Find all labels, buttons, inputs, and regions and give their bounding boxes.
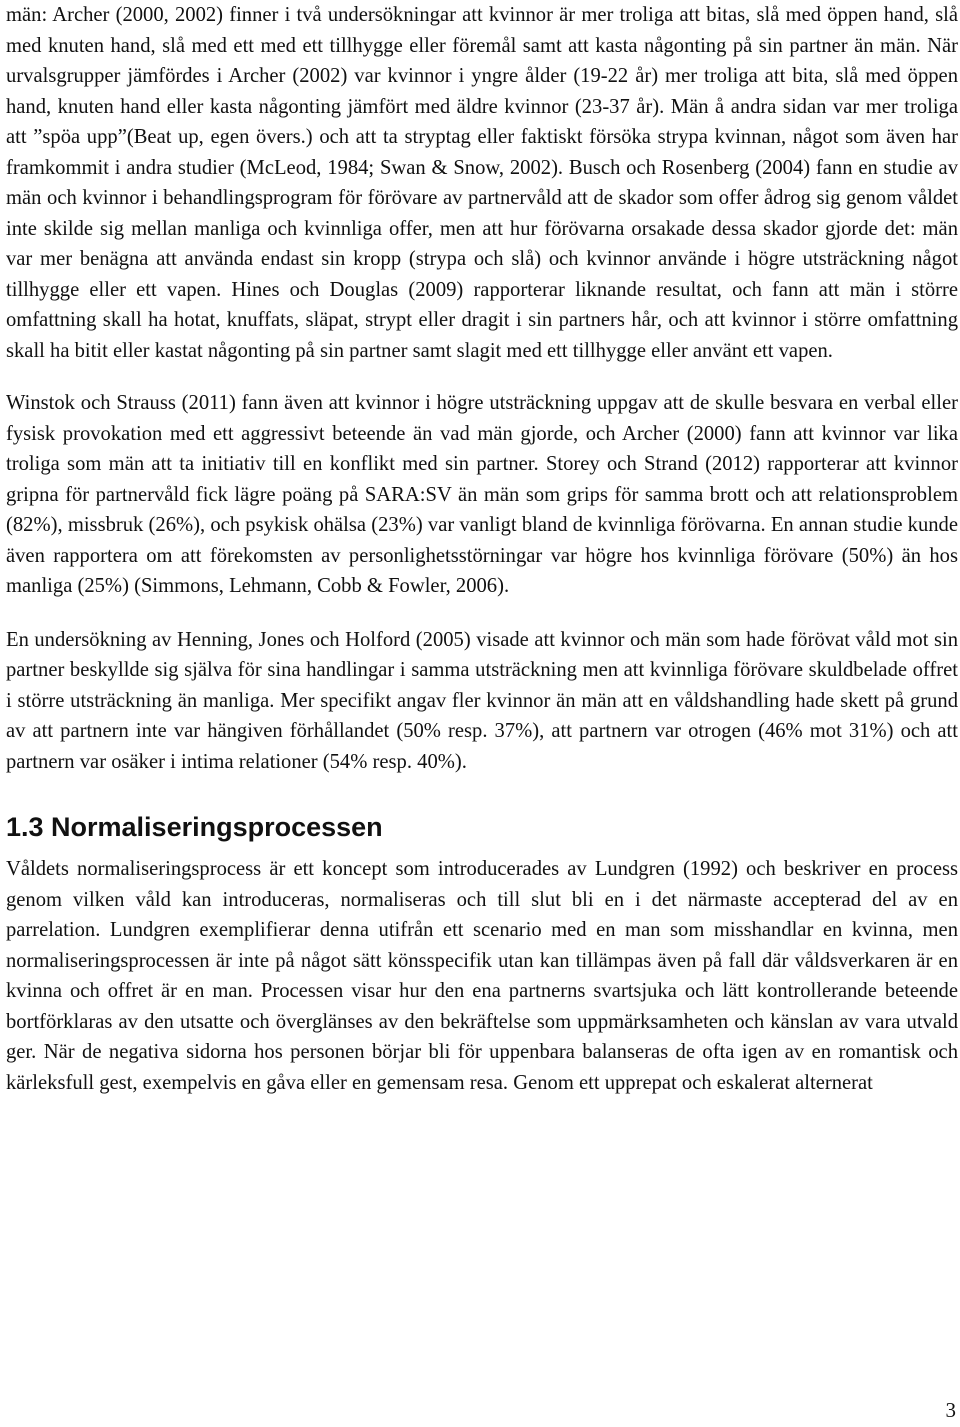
document-page — [6, 0, 958, 1098]
body-paragraph: Winstok och Strauss (2011) fann även att kvinnor i högre utsträckning uppgav att de skulle besvara en verbal eller fysisk provokation med ett aggressivt beteende än vad män gjorde, och Archer (2000) fann att kvinnor var lika troliga som män att ta initiativ till en konflikt med sin partner. Storey och Strand (2012) rapporterar att kvinnor gripna för partnervåld fick lägre poäng på SARA:SV än män som grips för samma brott och att relationsproblem (82%), missbruk (26%), och psykisk ohälsa (23%) var vanligt bland de kvinnliga förövarna. En annan studie kunde även rapportera om att förekomsten av personlighetsstörningar var högre hos kvinnliga förövare (50%) än hos manliga (25%) (Simmons, Lehmann, Cobb & Fowler, 2006). — [6, 392, 958, 597]
body-paragraph: En undersökning av Henning, Jones och Holford (2005) visade att kvinnor och män som hade förövat våld mot sin partner beskyllde sig själva för sina handlingar i samma utsträckning men att kvinnliga förövare skuldbelade offret i större utsträckning än manliga. Mer specifikt angav fler kvinnor än män att en våldshandling hade skett på grund av att partnern inte var hängiven förhållandet (50% resp. 37%), att partnern var otrogen (46% mot 31%) och att partnern var osäker i intima relationer (54% resp. 40%). — [6, 628, 958, 773]
section-heading: 1.3 Normaliseringsprocessen — [6, 812, 383, 842]
section-paragraph: Våldets normaliseringsprocess är ett koncept som introducerades av Lundgren (1992) och beskriver en process genom vilken våld kan introduceras, normaliseras och till slut bli en i det närmaste accepterad del av en parrelation. Lundgren exemplifierar denna utifrån ett scenario med en man som misshandlar en kvinna, men normaliseringsprocessen är inte på något sätt könsspecifik utan kan tillämpas även på fall där våldsverkaren är en kvinna och offret är en man. Processen visar hur den ena partnerns svartsjuka och lätt kontrollerande beteende bortförklaras av den utsatte och överglänses av den bekräftelse som uppmärksamheten och känslan av vara utvald ger. När de negativa sidorna hos personen börjar bli för uppenbara balanseras de ofta igen av en romantisk och kärleksfull gest, exempelvis en gåva eller en gemensam resa. Genom ett upprepat och eskalerat alternerat — [6, 858, 958, 1094]
page-number: 3 — [945, 1398, 956, 1422]
body-paragraph: män: Archer (2000, 2002) finner i två undersökningar att kvinnor är mer troliga att bitas, slå med öppen hand, slå med knuten hand, slå med ett med ett tillhygge eller föremål samt att kasta någonting på sin partner än män. När urvalsgrupper jämfördes i Archer (2002) var kvinnor i yngre ålder (19-22 år) mer troliga att bita, slå med öppen hand, knuten hand eller kasta någonting jämfört med äldre kvinnor (23-37 år). Män å andra sidan var mer troliga att ”spöa upp”(Beat up, egen övers.) och att ta stryptag eller faktiskt försöka strypa kvinnan, något som även har framkommit i andra studier (McLeod, 1984; Swan & Snow, 2002). Busch och Rosenberg (2004) fann en studie av män och kvinnor i behandlingsprogram för förövare av partnervåld att de skador som offer ådrog sig genom våldet inte skilde sig mellan manliga och kvinnliga offer, men att hur förövarna orsakade dessa skador gjorde det: män var mer benägna att använda endast sin kropp (strypa och slå) och kvinnor använde i högre utsträckning något tillhygge eller ett vapen. Hines och Douglas (2009) rapporterar liknande resultat, och fann att män i större omfattning skall ha hotat, knuffats, släpat, strypt eller dragit i sin partners hår, och att kvinnor i större omfattning skall ha bitit eller kastat någonting på sin partner samt slagit med ett tillhygge eller använt ett vapen. — [6, 4, 958, 362]
